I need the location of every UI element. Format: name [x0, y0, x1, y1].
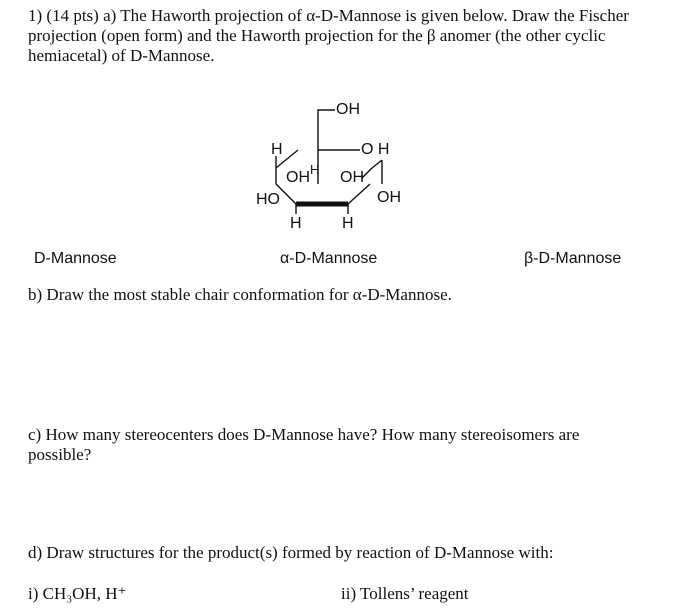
ch2oh-bond	[318, 110, 335, 116]
part-b-text: b) Draw the most stable chair conformation for α-D-Mannose.	[28, 285, 452, 304]
reagent-ii: ii) Tollens’ reagent	[341, 584, 469, 603]
h-left-label: H	[271, 141, 283, 158]
h-bottom-left-label: H	[290, 215, 302, 232]
alpha-d-mannose-label: α-D-Mannose	[280, 250, 378, 267]
reagent-i: i) CH₃OH, H⁺	[28, 584, 127, 603]
ring-oxygen-right-bond	[372, 160, 382, 168]
ho-left-label: HO	[256, 191, 280, 208]
oh-right-label: OH	[377, 189, 401, 206]
question-1-line-2: projection (open form) and the Haworth projection for the β anomer (the other cyclic	[28, 26, 606, 45]
beta-d-mannose-label: β-D-Mannose	[524, 250, 622, 267]
ring-right-front-bond	[348, 184, 370, 204]
question-1-line-1: 1) (14 pts) a) The Haworth projection of α-D-Mannose is given below. Draw the Fischer	[28, 6, 629, 25]
oh-c4-label: O H	[361, 141, 390, 158]
oh-right-top-label: OH	[340, 169, 364, 186]
part-c-line-2: possible?	[28, 445, 92, 464]
haworth-projection-alpha-d-mannose	[250, 98, 440, 238]
h-inner-label: H	[310, 162, 320, 177]
part-c-text	[28, 425, 579, 465]
question-1-line-3: hemiacetal) of D-Mannose.	[28, 46, 215, 65]
question-1-text	[28, 6, 668, 66]
oh-inner-label: OH	[286, 169, 310, 186]
d-mannose-label: D-Mannose	[34, 250, 117, 267]
part-d-text: d) Draw structures for the product(s) formed by reaction of D-Mannose with:	[28, 543, 554, 562]
h-bottom-right-label: H	[342, 215, 354, 232]
part-c-line-1: c) How many stereocenters does D-Mannose have? How many stereoisomers are	[28, 425, 580, 444]
oh-top-label: OH	[336, 101, 360, 118]
